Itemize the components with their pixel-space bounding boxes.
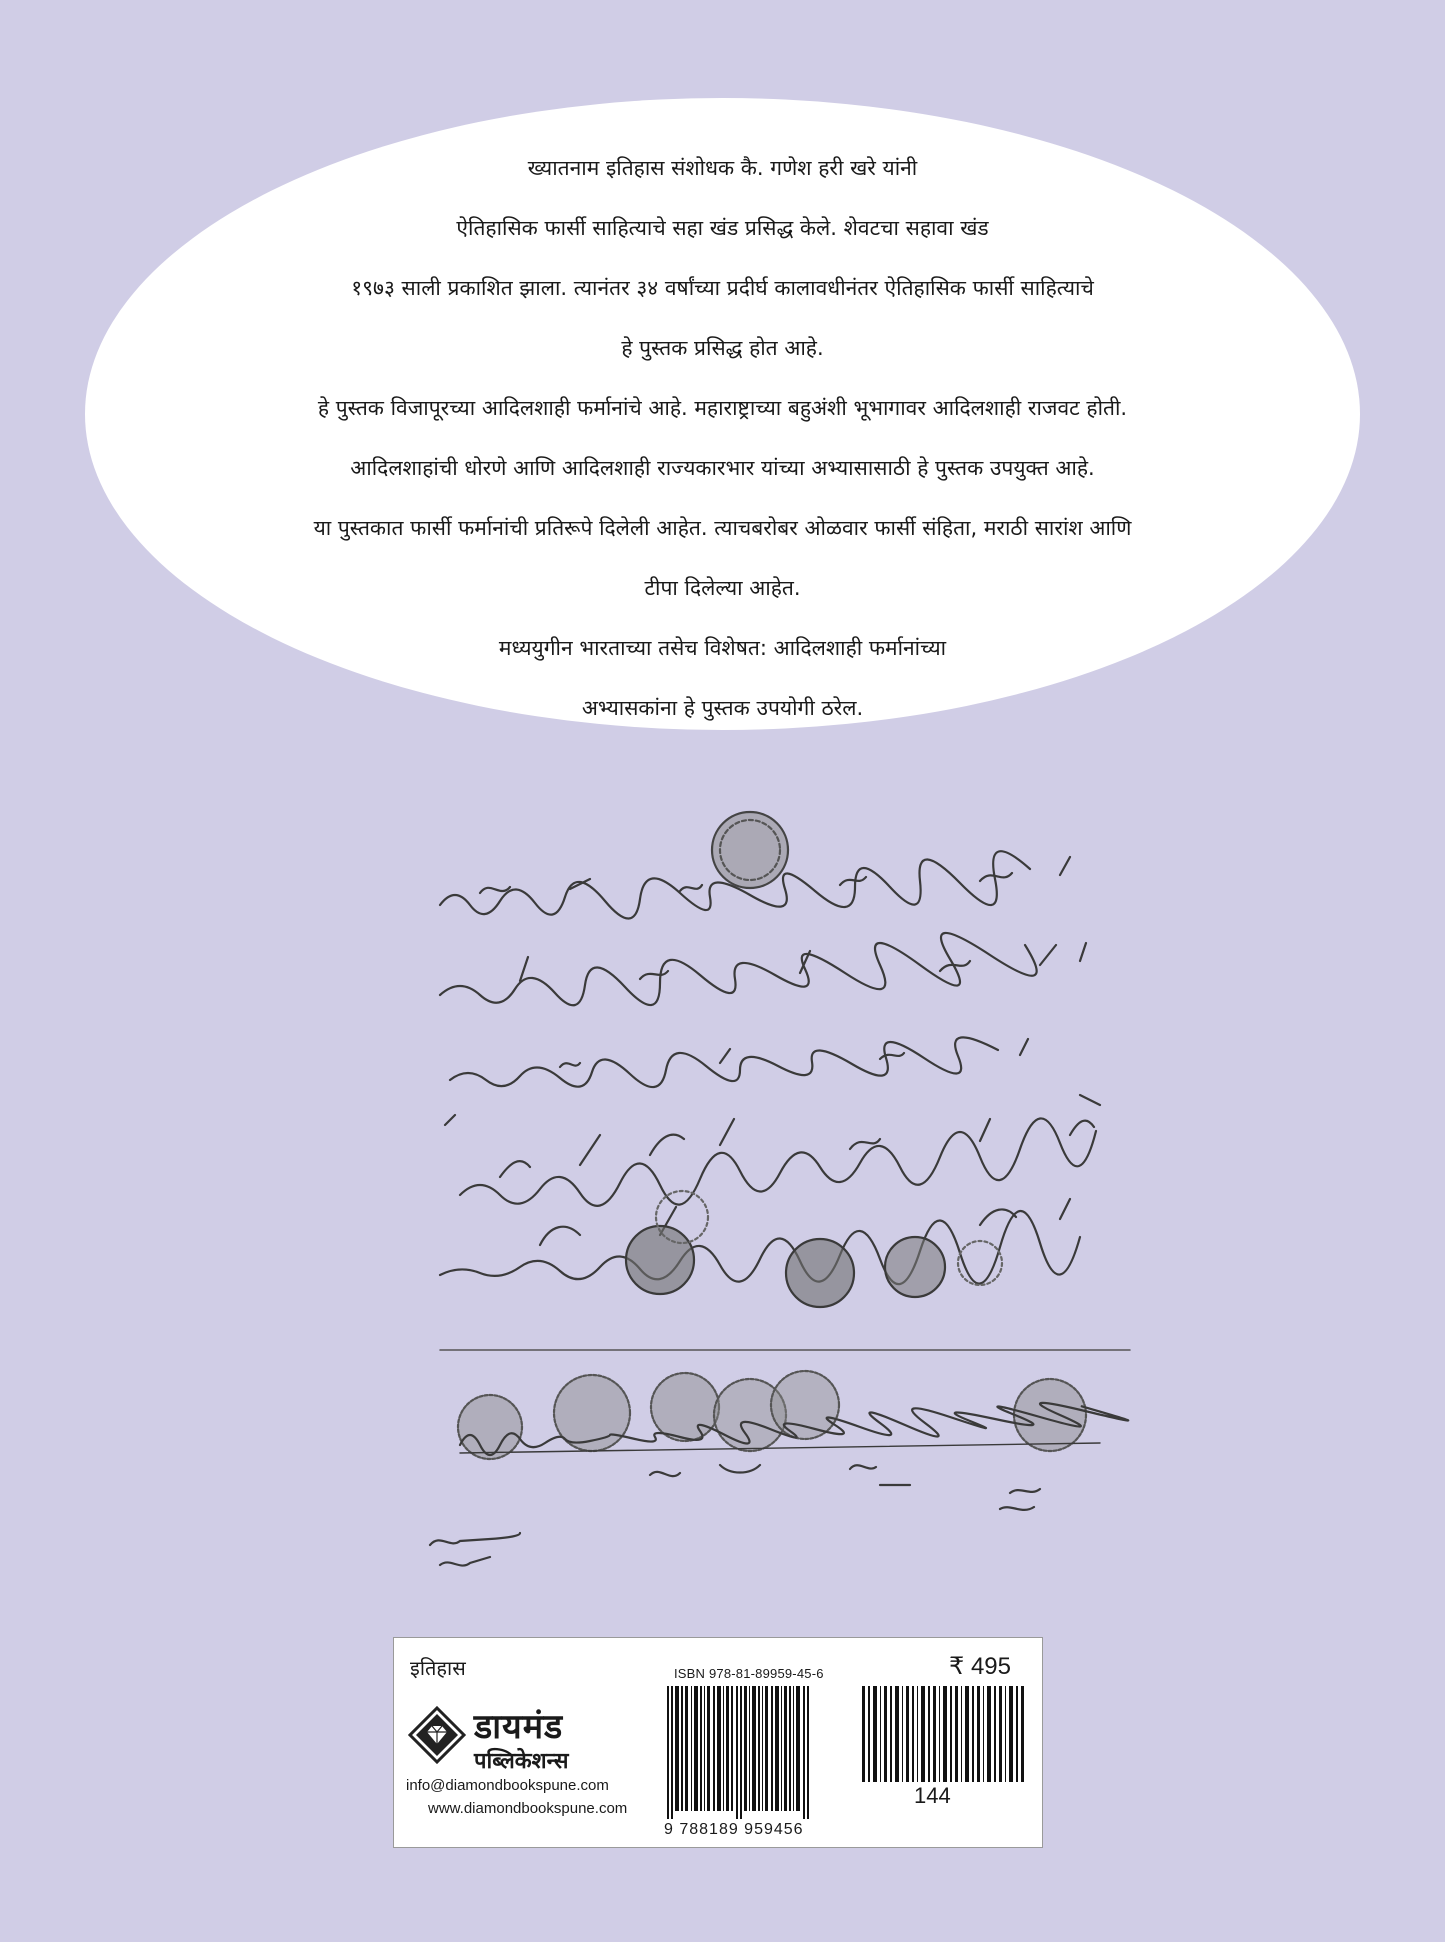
- blurb-line: अभ्यासकांना हे पुस्तक उपयोगी ठरेल.: [581, 696, 864, 720]
- publisher-website: www.diamondbookspune.com: [428, 1800, 628, 1817]
- barcode-box: [393, 1637, 1043, 1848]
- publisher-name: डायमंड: [474, 1708, 564, 1746]
- price-barcode: [862, 1686, 1027, 1782]
- isbn-text: ISBN 978-81-89959-45-6: [674, 1666, 824, 1681]
- blurb-line: या पुस्तकात फार्सी फर्मानांची प्रतिरूपे दिलेली आहेत. त्याचबरोबर ओळवार फार्सी संहिता, मराठी सारांश आणि: [313, 516, 1132, 540]
- blurb-line: मध्ययुगीन भारताच्या तसेच विशेषत: आदिलशाही फर्मानांच्या: [498, 636, 947, 660]
- blurb-line: टीपा दिलेल्या आहेत.: [644, 576, 801, 600]
- diamond-logo-icon: [408, 1706, 466, 1764]
- isbn-barcode: [667, 1686, 812, 1819]
- blurb-line: आदिलशाहांची धोरणे आणि आदिलशाही राज्यकारभार यांच्या अभ्यासासाठी हे पुस्तक उपयुक्त आहे.: [350, 456, 1095, 480]
- price-label: ₹ 495: [949, 1653, 1011, 1680]
- barcode-number: 9 788189 959456: [664, 1821, 804, 1838]
- blurb-line: हे पुस्तक विजापूरच्या आदिलशाही फर्मानांचे आहे. महाराष्ट्राच्या बहुअंशी भूभागावर आदिलशाही राजवट होती.: [317, 396, 1128, 420]
- category-label: इतिहास: [410, 1658, 466, 1680]
- blurb-line: ऐतिहासिक फार्सी साहित्याचे सहा खंड प्रसिद्ध केले. शेवटचा सहावा खंड: [456, 216, 989, 240]
- farman-manuscript-image: [420, 805, 1140, 1585]
- blurb-line: १९७३ साली प्रकाशित झाला. त्यानंतर ३४ वर्षांच्या प्रदीर्घ कालावधीनंतर ऐतिहासिक फार्सी साहित्याचे: [351, 276, 1094, 300]
- addon-number: 144: [914, 1783, 951, 1808]
- publisher-subname: पब्लिकेशन्स: [474, 1748, 569, 1773]
- blurb-line: ख्यातनाम इतिहास संशोधक कै. गणेश हरी खरे यांनी: [527, 156, 918, 180]
- blurb-line: हे पुस्तक प्रसिद्ध होत आहे.: [621, 336, 824, 360]
- publisher-email: info@diamondbookspune.com: [406, 1777, 609, 1794]
- back-cover-blurb: [85, 138, 1360, 738]
